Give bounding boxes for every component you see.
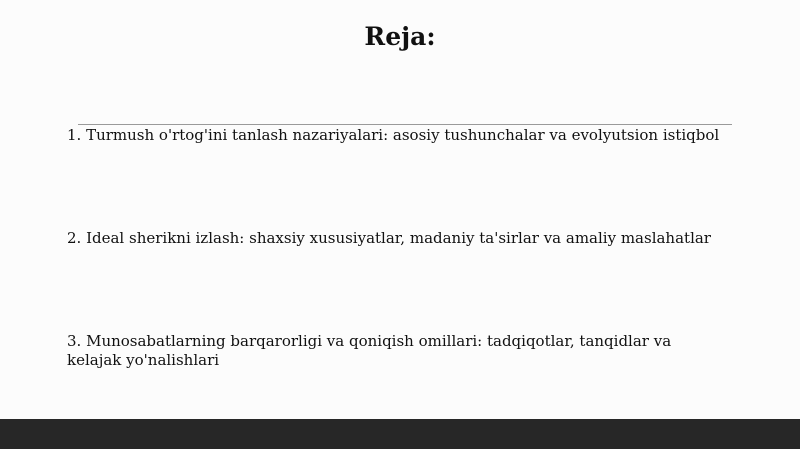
slide-title: Reja:	[364, 22, 436, 51]
title-divider	[78, 124, 732, 125]
footer-bar	[0, 419, 800, 449]
plan-item-2: 2. Ideal sherikni izlash: shaxsiy xususiyatlar, madaniy ta'sirlar va amaliy maslahatlar	[67, 229, 711, 247]
plan-item-1: 1. Turmush o'rtog'ini tanlash nazariyalari: asosiy tushunchalar va evolyutsion istiqbol	[67, 126, 720, 144]
plan-item-3: 3. Munosabatlarning barqarorligi va qoniqish omillari: tadqiqotlar, tanqidlar va kelajak yo'nalishlari	[67, 332, 672, 369]
